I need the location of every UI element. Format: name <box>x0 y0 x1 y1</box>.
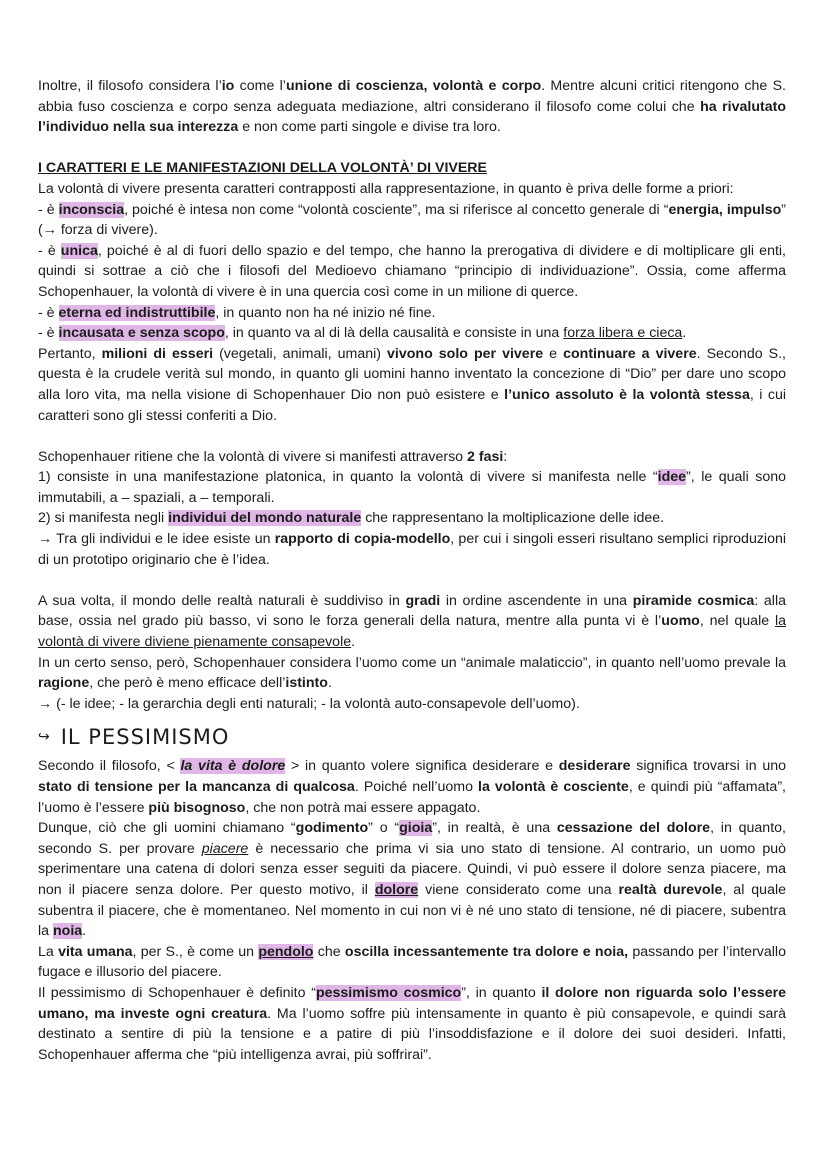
document-page <box>38 76 786 1065</box>
section-lead: La volontà di vivere presenta caratteri contrapposti alla rappresentazione, in quanto è priva delle forme a priori: <box>38 180 734 197</box>
phase-2: 2) si manifesta negli individui del mondo naturale che rappresentano la moltiplicazione delle idee. <box>38 510 665 527</box>
section-heading: I CARATTERI E LE MANIFESTAZIONI DELLA VOLONTÀ’ DI VIVERE <box>38 160 488 177</box>
intro-paragraph: Inoltre, il filosofo considera l’io come l’unione di coscienza, volontà e corpo. Mentre alcuni critici ritengono che S. abbia fuso coscienza e corpo senza adeguata mediazione, altri considerano il filosofo come colui che ha rivalutato l’individuo nella sua interezza e non come parti singole e divise tra loro. <box>38 78 787 136</box>
curved-arrow-icon: ↪ <box>38 729 51 746</box>
pyramid-paragraph: A sua volta, il mondo delle realtà naturali è suddiviso in gradi in ordine ascendente in una piramide cosmica: alla base, ossia nel grado più basso, vi sono le forza generali della natura, mentre alla punta vi è l’uomo, nel quale la volontà di vivere diviene pienamente consapevole. <box>38 592 787 651</box>
beings-paragraph: Pertanto, milioni di esseri (vegetali, animali, umani) vivono solo per vivere e continuare a vivere. Secondo S., questa è la crudele verità sul mondo, in quanto gli uomini hanno inventato la concezione di “Dio” per dare uno scopo alla loro vita, ma nella visione di Schopenhauer Dio non può esistere e l’unico assoluto è la volontà stessa, i cui caratteri sono gli stessi conferiti a Dio. <box>38 345 786 424</box>
sick-animal-paragraph: In un certo senso, però, Schopenhauer considera l’uomo come un “animale malaticcio”, in quanto nell’uomo prevale la ragione, che però è meno efficace dell’istinto. <box>38 654 786 692</box>
phase-1: 1) consiste in una manifestazione platonica, in quanto la volontà di vivere si manifesta nelle “idee”, le quali sono immutabili, a – spaziali, a – temporali. <box>38 469 787 506</box>
copy-model-note: → Tra gli individui e le idee esiste un rapporto di copia-modello, per cui i singoli esseri risultano semplici riproduzioni di un prototipo originario che è l’idea. <box>38 531 787 568</box>
pleasure-paragraph: Dunque, ciò che gli uomini chiamano “godimento” o “gioia”, in realtà, è una cessazione del dolore, in quanto, secondo S. per provare piacere è necessario che prima vi sia uno stato di tensione. Al contrario, un uomo può sperimentare una catena di dolori senza esser seguiti da piacere. Quindi, vi può essere il dolore senza piacere, ma non il piacere senza dolore. Per questo motivo, il dolore viene considerato come una realtà durevole, al quale subentra il piacere, che è momentaneo. Nel momento in cui non vi è né uno stato di tensione, né di piacere, subentra la noia. <box>38 820 786 940</box>
pessimism-title: IL PESSIMISMO <box>60 725 230 750</box>
pyramid-summary: → (- le idee; - la gerarchia degli enti naturali; - la volontà auto-consapevole dell’uomo). <box>38 695 580 712</box>
life-is-pain-paragraph: Secondo il filosofo, < la vita è dolore > in quanto volere significa desiderare e desiderare significa trovarsi in uno stato di tensione per la mancanza di qualcosa. Poiché nell’uomo la volontà è cosciente, e quindi più “affamata”, l’uomo è l’essere più bisognoso, che non potrà mai essere appagato. <box>38 758 787 816</box>
phases-lead: Schopenhauer ritiene che la volontà di vivere si manifesti attraverso 2 fasi: <box>38 448 508 465</box>
character-unique: - è unica, poiché è al di fuori dello spazio e del tempo, che hanno la prerogativa di dividere e di moltiplicare gli enti, quindi si sottrae a ciò che i filosofi del Medioevo chiamano “principio di individuazione”. Ossia, come afferma Schopenhauer, la volontà di vivere è in una quercia così come in un milione di querce. <box>38 242 786 300</box>
cosmic-pessimism-paragraph: Il pessimismo di Schopenhauer è definito “pessimismo cosmico”, in quanto il dolore non riguarda solo l’essere umano, ma investe ogni creatura. Ma l’uomo soffre più intensamente in quanto è più consapevole, e quindi sarà destinato a sentire di più la tensione e a patire di più l’insoddisfazione e il dolore dei suoi desideri. Infatti, Schopenhauer afferma che “più intelligenza avrai, più soffrirai”. <box>38 984 787 1063</box>
character-eternal: - è eterna ed indistruttibile, in quanto non ha né inizio né fine. <box>38 304 436 321</box>
character-unconscious: - è inconscia, poiché è intesa non come “volontà cosciente”, ma si riferisce al concetto generale di “energia, impulso” (→ forza di vivere). <box>38 201 786 239</box>
character-uncaused: - è incausata e senza scopo, in quanto va al di là della causalità e consiste in una forza libera e cieca. <box>38 325 687 342</box>
pendulum-paragraph: La vita umana, per S., è come un pendolo che oscilla incessantemente tra dolore e noia, passando per l’intervallo fugace e illusorio del piacere. <box>38 943 786 981</box>
pessimism-heading <box>38 724 786 750</box>
